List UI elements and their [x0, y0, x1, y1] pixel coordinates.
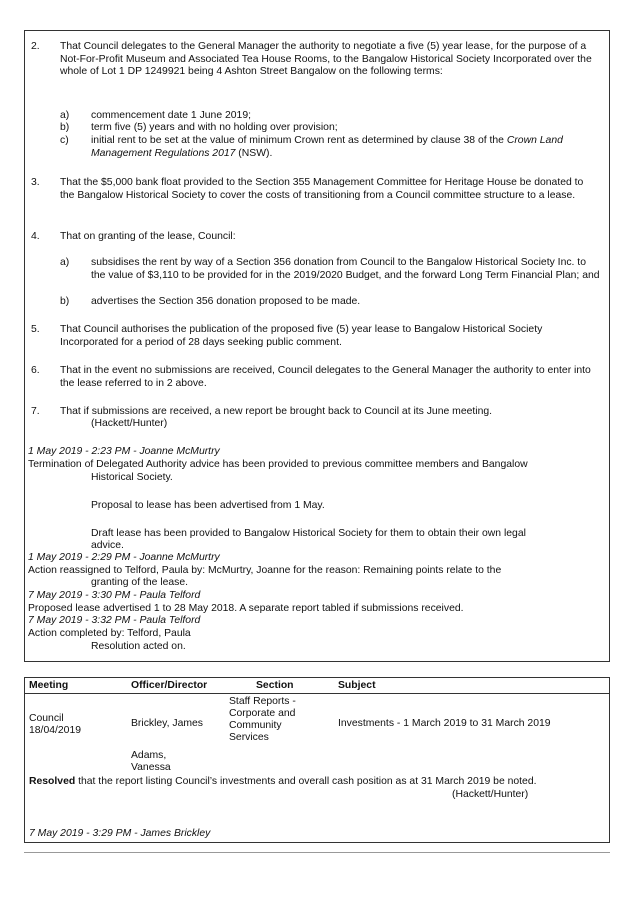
item-text: That if submissions are received, a new report be brought back to Council at its June meeting.	[60, 406, 493, 417]
log-entry-text: Action completed by: Telford, Paula	[28, 628, 191, 639]
log-entry-text: Proposed lease advertised 1 to 28 May 2018. A separate report tabled if submissions received.	[28, 603, 464, 614]
log-entry-heading: 7 May 2019 - 3:30 PM - Paula Telford	[28, 590, 201, 601]
term-letter: a)	[60, 110, 70, 121]
resolution-box	[24, 30, 610, 662]
term-letter: b)	[60, 296, 70, 307]
item-number: 5.	[31, 324, 40, 335]
section-cell: Community	[229, 720, 282, 731]
column-header-officer: Officer/Director	[131, 680, 208, 691]
log-entry-heading: 7 May 2019 - 3:29 PM - James Brickley	[29, 828, 211, 839]
mover-text: (Hackett/Hunter)	[91, 418, 168, 429]
term-letter: a)	[60, 257, 70, 268]
log-entry-text: Action reassigned to Telford, Paula by: McMurtry, Joanne for the reason: Remaining points relate to the	[28, 565, 502, 576]
item-text: That Council authorises the publication of the proposed five (5) year lease to Bangalow Historical Society Incorporated for a period of 28 days seeking public comment.	[60, 324, 543, 348]
log-entry-heading: 7 May 2019 - 3:32 PM - Paula Telford	[28, 615, 201, 626]
item-number: 6.	[31, 365, 40, 376]
mover-text: (Hackett/Hunter)	[452, 789, 529, 800]
term-text: term five (5) years and with no holding over provision;	[91, 122, 338, 133]
item-text: That on granting of the lease, Council:	[60, 231, 236, 242]
column-header-section: Section	[256, 680, 294, 691]
officer-cell: Adams,	[131, 750, 167, 761]
section-cell: Staff Reports -	[229, 696, 296, 707]
meeting-cell: Council	[29, 713, 64, 724]
footer-divider	[24, 852, 610, 853]
resolved-text: Resolved that the report listing Council’s investments and overall cash position as at 31 March 2019 be noted.	[29, 776, 537, 787]
term-text: subsidises the rent by way of a Section 356 donation from Council to the Bangalow Historical Society Inc. to the value of $3,110 to be provided for in the 2019/2020 Budget, and the forward Long Term Financial Plan; and	[91, 257, 600, 281]
section-cell: Corporate and	[229, 708, 296, 719]
officer-cell: Vanessa	[131, 762, 171, 773]
term-letter: b)	[60, 122, 70, 133]
log-entry-text: Draft lease has been provided to Bangalow Historical Society for them to obtain their own legal	[91, 528, 526, 539]
item-number: 4.	[31, 231, 40, 242]
log-entry-text: granting of the lease.	[91, 577, 189, 588]
item-text: That Council delegates to the General Manager the authority to negotiate a five (5) year lease, for the purpose of a Not-For-Profit Museum and Associated Tea House Rooms, to the Bangalow Historical Society Incorporated over the whole of Lot 1 DP 1249921 being 4 Ashton Street Bangalow on the following terms:	[60, 41, 592, 78]
term-text: initial rent to be set at the value of minimum Crown rent as determined by clause 38 of the Crown Land Management Regulations 2017 (NSW).	[91, 135, 563, 159]
term-letter: c)	[60, 135, 69, 146]
log-entry-text: Historical Society.	[91, 472, 173, 483]
subject-cell: Investments - 1 March 2019 to 31 March 2019	[338, 718, 551, 729]
term-text: commencement date 1 June 2019;	[91, 110, 251, 121]
log-entry-heading: 1 May 2019 - 2:23 PM - Joanne McMurtry	[28, 446, 220, 457]
resolution-table-box	[24, 677, 610, 843]
term-text: advertises the Section 356 donation proposed to be made.	[91, 296, 361, 307]
officer-cell: Brickley, James	[131, 718, 203, 729]
meeting-cell: 18/04/2019	[29, 725, 82, 736]
column-header-meeting: Meeting	[29, 680, 69, 691]
log-entry-text: Proposal to lease has been advertised from 1 May.	[91, 500, 325, 511]
section-cell: Services	[229, 732, 269, 743]
log-entry-text: Termination of Delegated Authority advice has been provided to previous committee members and Bangalow	[28, 459, 528, 470]
column-header-subject: Subject	[338, 680, 376, 691]
item-number: 7.	[31, 406, 40, 417]
item-number: 2.	[31, 41, 40, 52]
item-text: That the $5,000 bank float provided to the Section 355 Management Committee for Heritage House be donated to the Bangalow Historical Society to cover the costs of transitioning from a Council committee structure to a lease.	[60, 177, 584, 201]
item-number: 3.	[31, 177, 40, 188]
item-text: That in the event no submissions are received, Council delegates to the General Manager the authority to enter into the lease referred to in 2 above.	[60, 365, 591, 389]
log-entry-text: Resolution acted on.	[91, 641, 186, 652]
log-entry-text: advice.	[91, 540, 124, 551]
header-divider	[25, 693, 609, 694]
log-entry-heading: 1 May 2019 - 2:29 PM - Joanne McMurtry	[28, 552, 220, 563]
